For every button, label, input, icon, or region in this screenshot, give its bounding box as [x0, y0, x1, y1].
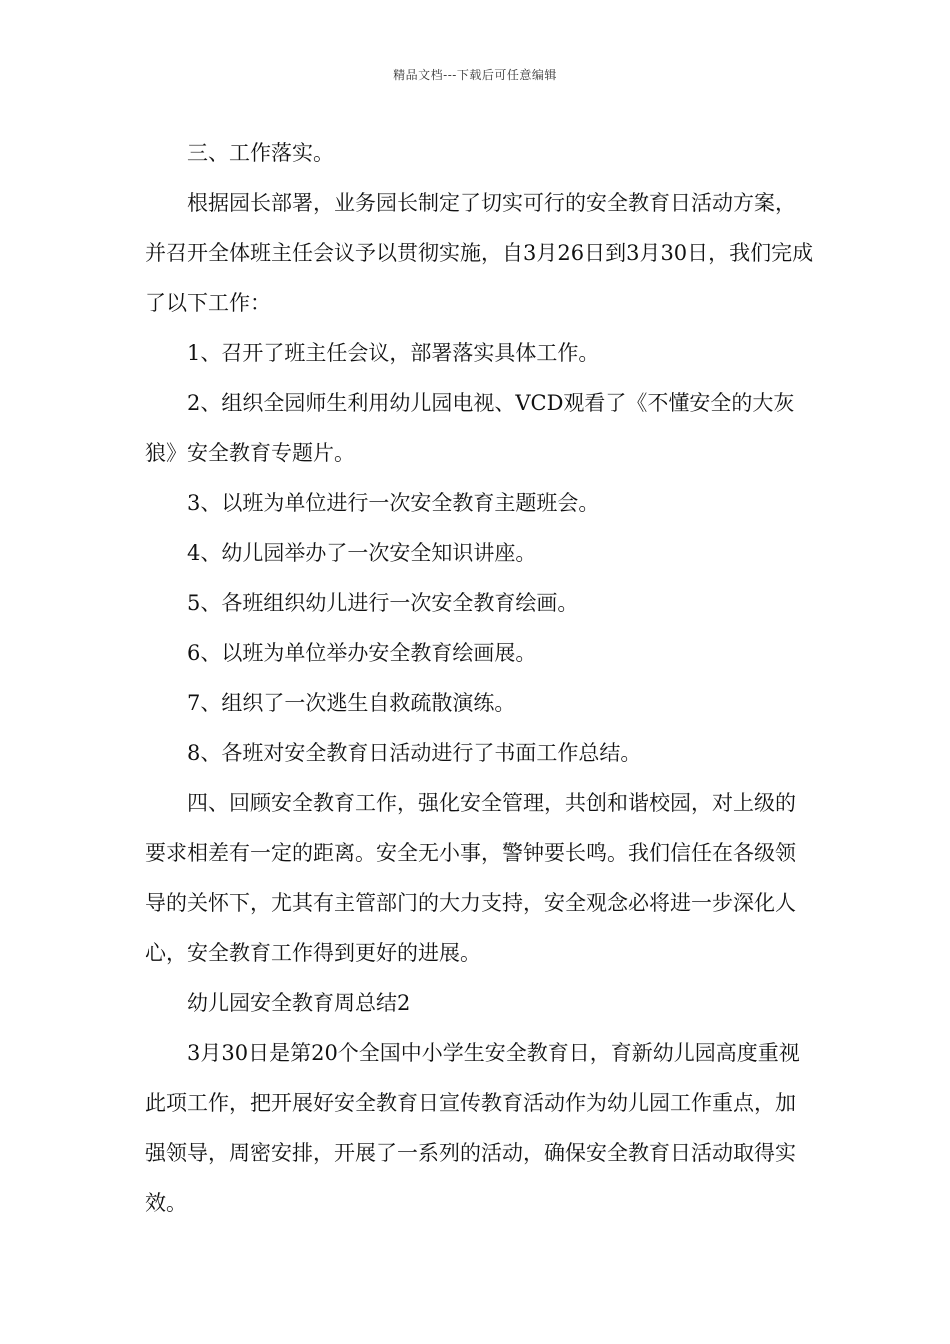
page-header: 精品文档---下载后可任意编辑	[393, 68, 557, 82]
list-item: 6、以班为单位举办安全教育绘画展。	[187, 641, 537, 665]
document-body	[145, 128, 815, 1228]
list-item: 7、组织了一次逃生自救疏散演练。	[187, 691, 516, 715]
section-heading-work-implementation: 三、工作落实。	[187, 141, 334, 165]
paragraph-summary: 3月30日是第20个全国中小学生安全教育日，育新幼儿园高度重视此项工作，把开展好安全教育日宣传教育活动作为幼儿园工作重点，加强领导，周密安排，开展了一系列的活动，确保安全教育日活动取得实效。	[145, 1041, 800, 1215]
list-item: 1、召开了班主任会议，部署落实具体工作。	[187, 341, 600, 365]
section-title: 幼儿园安全教育周总结2	[187, 991, 411, 1015]
list-item: 3、以班为单位进行一次安全教育主题班会。	[187, 491, 600, 515]
paragraph-intro: 根据园长部署，业务园长制定了切实可行的安全教育日活动方案，并召开全体班主任会议予以贯彻实施，自3月26日到3月30日，我们完成了以下工作：	[145, 191, 814, 315]
list-item: 2、组织全园师生利用幼儿园电视、VCD观看了《不懂安全的大灰狼》安全教育专题片。	[145, 391, 795, 465]
paragraph-review: 四、回顾安全教育工作，强化安全管理，共创和谐校园，对上级的要求相差有一定的距离。安全无小事，警钟要长鸣。我们信任在各级领导的关怀下，尤其有主管部门的大力支持，安全观念必将进一步深化人心，安全教育工作得到更好的进展。	[145, 791, 796, 965]
list-item: 5、各班组织幼儿进行一次安全教育绘画。	[187, 591, 579, 615]
list-item: 8、各班对安全教育日活动进行了书面工作总结。	[187, 741, 642, 765]
list-item: 4、幼儿园举办了一次安全知识讲座。	[187, 541, 537, 565]
